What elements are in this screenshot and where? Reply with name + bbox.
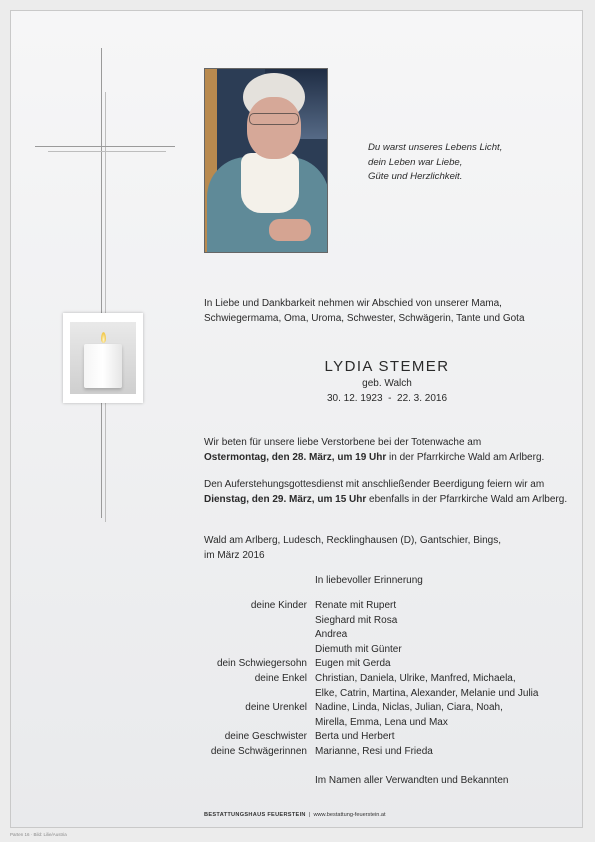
- candle-background: [70, 322, 136, 394]
- relation-label: dein Schwiegersohn: [216, 658, 307, 670]
- farewell-intro: [204, 297, 525, 326]
- candle-flame-icon: [101, 332, 106, 343]
- photo-glasses: [249, 113, 299, 125]
- relation-label: deine Enkel: [254, 673, 307, 684]
- mourner-names: Nadine, Linda, Niclas, Julian, Ciara, Noah,: [315, 702, 503, 714]
- photo-face: [247, 97, 301, 159]
- quote-line: Güte und Herzlichkeit.: [368, 171, 463, 183]
- funeral-home-footer: [204, 812, 386, 818]
- mourner-names: Eugen mit Gerda: [315, 658, 391, 670]
- mourner-names: Marianne, Resi und Frieda: [315, 746, 433, 757]
- wake-date: Ostermontag, den 28. März, um 19 Uhr: [204, 451, 387, 463]
- candle-image: [63, 313, 143, 403]
- cross-vertical-line-secondary: [105, 92, 106, 522]
- mourners-intro: In liebevoller Erinnerung: [315, 575, 423, 586]
- relation-label: deine Geschwister: [224, 731, 307, 743]
- place-and-date: [204, 534, 574, 563]
- intro-line: Schwiegermama, Oma, Uroma, Schwester, Schwägerin, Tante und Gota: [204, 312, 525, 324]
- quote-line: Du warst unseres Lebens Licht,: [368, 142, 503, 153]
- footer-separator: |: [308, 812, 311, 818]
- mourner-names: Christian, Daniela, Ulrike, Manfred, Michaela,: [315, 673, 516, 684]
- mourner-names: Diemuth mit Günter: [315, 643, 402, 655]
- wake-text: Wir beten für unsere liebe Verstorbene bei der Totenwache am: [204, 437, 482, 448]
- mourner-names: Andrea: [315, 629, 348, 641]
- maiden-name: geb. Walch: [362, 378, 412, 389]
- mourner-names: Renate mit Rupert: [315, 600, 397, 611]
- quote-line: dein Leben war Liebe,: [368, 156, 463, 168]
- cross-horizontal-line: [35, 146, 175, 147]
- funeral-announcement: [204, 478, 574, 507]
- mourner-names: Sieghard mit Rosa: [315, 614, 398, 626]
- wake-location: in der Pfarrkirche Wald am Arlberg.: [386, 451, 545, 463]
- place-line: Wald am Arlberg, Ludesch, Recklinghausen (D), Gantschier, Bings,: [204, 535, 501, 546]
- cross-vertical-line: [101, 48, 102, 518]
- photo-blouse-collar: [241, 153, 299, 213]
- funeral-location: ebenfalls in der Pfarrkirche Wald am Arlberg.: [366, 493, 568, 505]
- funeral-home-website[interactable]: www.bestattung-feuerstein.at: [313, 812, 386, 818]
- funeral-text: Den Auferstehungsgottesdienst mit anschließender Beerdigung feiern wir am: [204, 479, 545, 490]
- relation-label: deine Urenkel: [245, 702, 307, 714]
- relation-label: deine Kinder: [250, 600, 307, 611]
- photo-hand: [269, 219, 311, 241]
- candle-icon: [84, 344, 122, 388]
- wake-announcement: [204, 436, 574, 465]
- deceased-name: LYDIA STEMER: [324, 358, 450, 375]
- print-note: Parten 16 · Bild: Lilie/Austria: [10, 832, 67, 837]
- mourners-closing: Im Namen aller Verwandten und Bekannten: [315, 775, 509, 786]
- place-line: im März 2016: [204, 549, 265, 561]
- mourner-names: Berta und Herbert: [315, 731, 395, 743]
- memorial-quote: [368, 141, 502, 185]
- intro-line: In Liebe und Dankbarkeit nehmen wir Abschied von unserer Mama,: [204, 298, 502, 309]
- relation-label: deine Schwägerinnen: [210, 746, 307, 757]
- cross-horizontal-line-secondary: [48, 151, 166, 152]
- mourner-names: Mirella, Emma, Lena und Max: [315, 716, 448, 728]
- funeral-home-name: BESTATTUNGSHAUS FEUERSTEIN: [204, 812, 306, 818]
- life-dates: 30. 12. 1923 - 22. 3. 2016: [326, 393, 448, 404]
- funeral-date: Dienstag, den 29. März, um 15 Uhr: [204, 493, 367, 505]
- portrait-photo: [204, 68, 328, 253]
- mourner-names: Elke, Catrin, Martina, Alexander, Melanie und Julia: [315, 687, 539, 699]
